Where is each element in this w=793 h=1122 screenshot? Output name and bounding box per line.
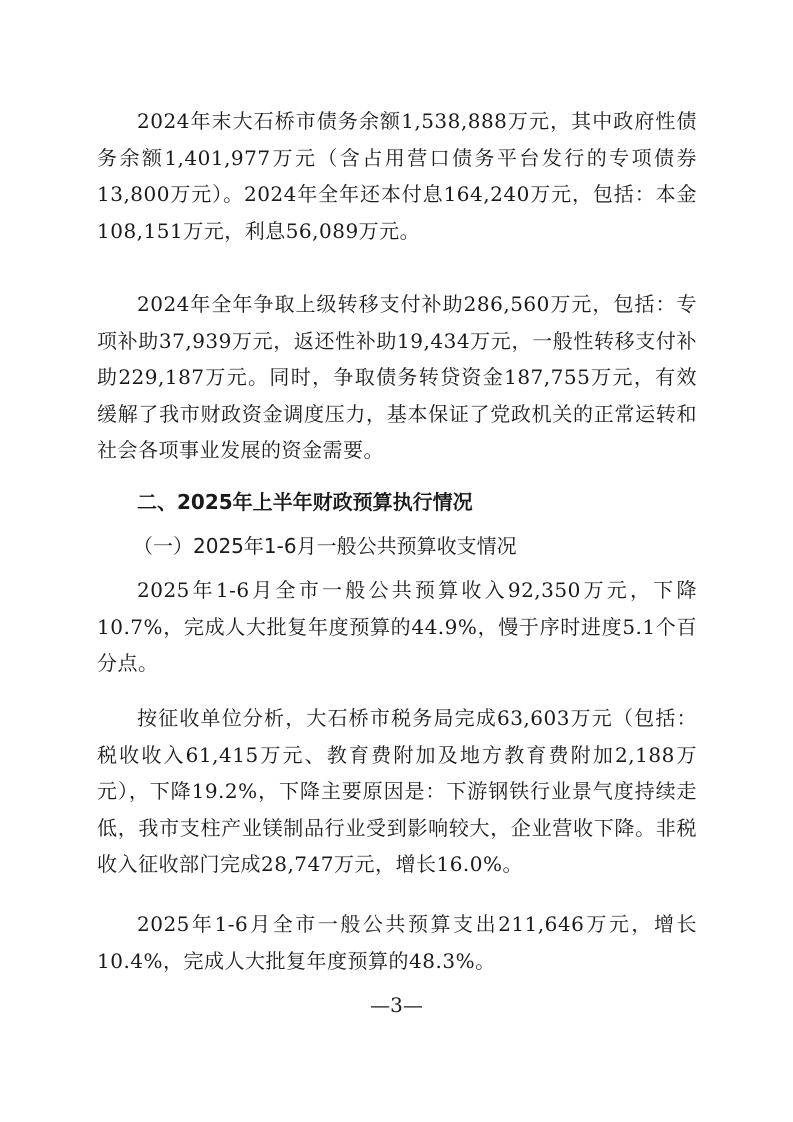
paragraph-revenue: 2025年1-6月全市一般公共预算收入92,350万元，下降10.7%，完成人大批复年度预算的44.9%，慢于序时进度5.1个百分点。 — [97, 578, 697, 675]
paragraph-transfer-payments: 2024年全年争取上级转移支付补助286,560万元，包括：专项补助37,939万元，返还性补助19,434万元，一般性转移支付补助229,187万元。同时，争取债务转贷资金187,755万元，有效缓解了我市财政资金调度压力，基本保证了党政机关的正常运转和社会各项事业发展的资金需要。 — [97, 292, 697, 462]
subsection-heading: （一）2025年1-6月一般公共预算收支情况 — [133, 534, 517, 558]
paragraph-debt-balance: 2024年末大石桥市债务余额1,538,888万元，其中政府性债务余额1,401,977万元（含占用营口债务平台发行的专项债券13,800万元）。2024年全年还本付息164,240万元，包括：本金108,151万元，利息56,089万元。 — [97, 109, 697, 243]
section-heading: 二、2025年上半年财政预算执行情况 — [137, 490, 473, 514]
paragraph-collection-analysis: 按征收单位分析，大石桥市税务局完成63,603万元（包括：税收收入61,415万元、教育费附加及地方教育费附加2,188万元），下降19.2%，下降主要原因是：下游钢铁行业景气度持续走低，我市支柱产业镁制品行业受到影响较大，企业营收下降。非税收入征收部门完成28,747万元，增长16.0%。 — [97, 706, 697, 876]
paragraph-expenditure: 2025年1-6月全市一般公共预算支出211,646万元，增长10.4%，完成人大批复年度预算的48.3%。 — [97, 912, 697, 973]
page-number: —3— — [370, 993, 423, 1017]
